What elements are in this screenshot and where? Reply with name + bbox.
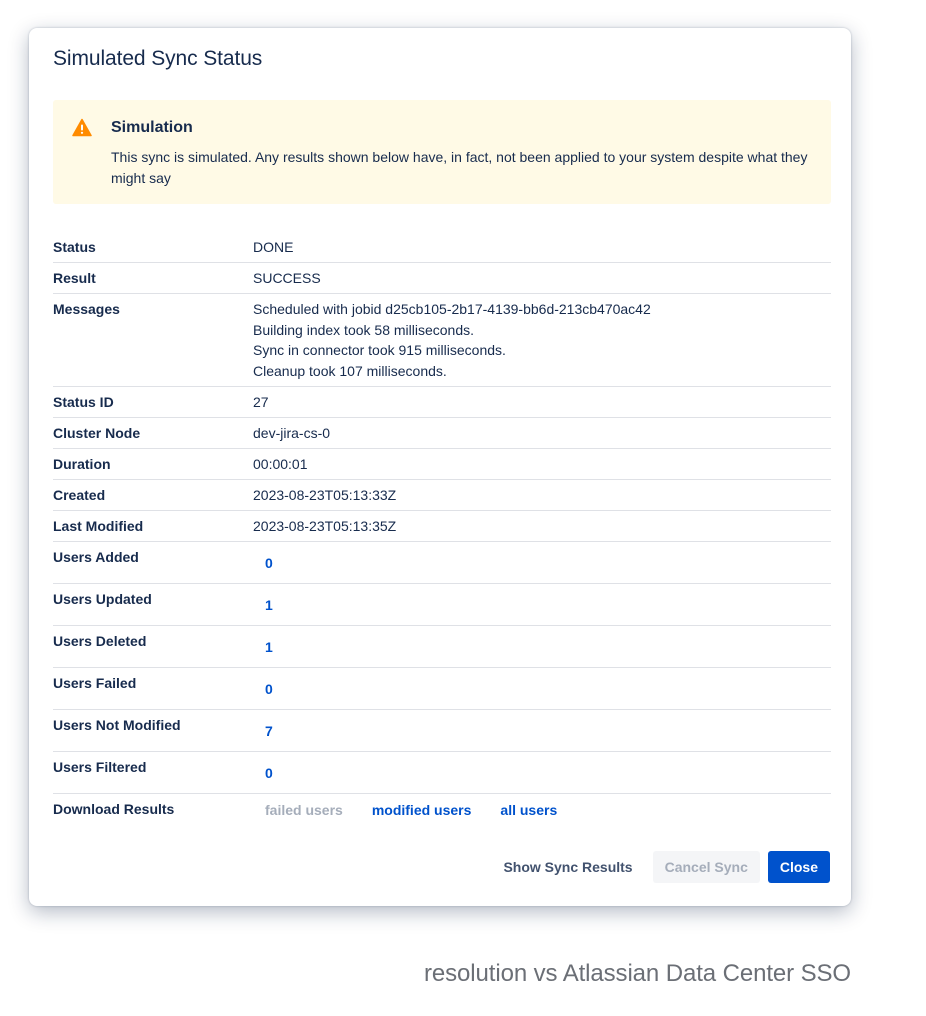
download-failed-users-link: failed users (265, 802, 343, 818)
created-value: 2023-08-23T05:13:33Z (253, 487, 397, 503)
detail-row-download-results (53, 794, 831, 825)
message-line: Cleanup took 107 milliseconds. (253, 362, 447, 379)
detail-row-users-not-modified (53, 710, 831, 752)
users-not-modified-label: Users Not Modified (53, 717, 181, 733)
detail-row-cluster-node (53, 418, 831, 449)
warning-icon (72, 118, 92, 138)
image-caption: resolution vs Atlassian Data Center SSO (424, 960, 851, 987)
detail-row-users-added (53, 542, 831, 584)
users-filtered-label: Users Filtered (53, 759, 147, 775)
result-label: Result (53, 270, 96, 286)
duration-value: 00:00:01 (253, 456, 308, 472)
warning-message: This sync is simulated. Any results shown below have, in fact, not been applied to your system despite what they might say (111, 149, 808, 186)
download-all-users-link[interactable]: all users (500, 802, 558, 818)
created-label: Created (53, 487, 106, 503)
show-sync-results-button[interactable]: Show Sync Results (491, 851, 644, 883)
duration-label: Duration (53, 456, 111, 472)
status-id-value: 27 (253, 394, 269, 410)
users-filtered-link[interactable]: 0 (265, 765, 273, 781)
sync-status-dialog (29, 28, 851, 906)
messages-value (253, 294, 831, 386)
cluster-node-value: dev-jira-cs-0 (253, 425, 331, 441)
cancel-sync-button: Cancel Sync (653, 851, 760, 883)
users-added-link[interactable]: 0 (265, 555, 273, 571)
download-modified-users-link[interactable]: modified users (371, 802, 472, 818)
users-failed-label: Users Failed (53, 675, 137, 691)
detail-row-users-filtered (53, 752, 831, 794)
users-added-label: Users Added (53, 549, 139, 565)
dialog-footer (483, 851, 830, 883)
message-line: Scheduled with jobid d25cb105-2b17-4139-bb6d-213cb470ac42 (253, 301, 651, 317)
detail-row-last-modified (53, 511, 831, 542)
users-deleted-link[interactable]: 1 (265, 639, 273, 655)
download-results-label: Download Results (53, 801, 175, 817)
detail-row-result (53, 263, 831, 294)
cluster-node-label: Cluster Node (53, 425, 141, 441)
detail-row-status-id (53, 387, 831, 418)
users-updated-link[interactable]: 1 (265, 597, 273, 613)
message-line: Building index took 58 milliseconds. (253, 321, 475, 338)
warning-title: Simulation (111, 119, 193, 136)
last-modified-value: 2023-08-23T05:13:35Z (253, 518, 397, 534)
detail-row-created (53, 480, 831, 511)
messages-label: Messages (53, 301, 120, 317)
users-deleted-label: Users Deleted (53, 633, 147, 649)
detail-row-status (53, 232, 831, 263)
detail-row-users-updated (53, 584, 831, 626)
status-id-label: Status ID (53, 394, 114, 410)
detail-row-users-failed (53, 668, 831, 710)
sync-details-table (53, 232, 831, 825)
message-line: Sync in connector took 915 milliseconds. (253, 342, 506, 358)
dialog-title: Simulated Sync Status (53, 47, 263, 70)
status-value: DONE (253, 239, 294, 255)
users-failed-link[interactable]: 0 (265, 681, 273, 697)
last-modified-label: Last Modified (53, 518, 144, 534)
simulation-warning-banner (53, 100, 831, 204)
users-not-modified-link[interactable]: 7 (265, 723, 273, 739)
download-links (253, 794, 831, 825)
result-value: SUCCESS (253, 270, 321, 286)
status-label: Status (53, 239, 96, 255)
detail-row-users-deleted (53, 626, 831, 668)
detail-row-messages (53, 294, 831, 387)
users-updated-label: Users Updated (53, 591, 152, 607)
detail-row-duration (53, 449, 831, 480)
close-button[interactable]: Close (768, 851, 830, 883)
